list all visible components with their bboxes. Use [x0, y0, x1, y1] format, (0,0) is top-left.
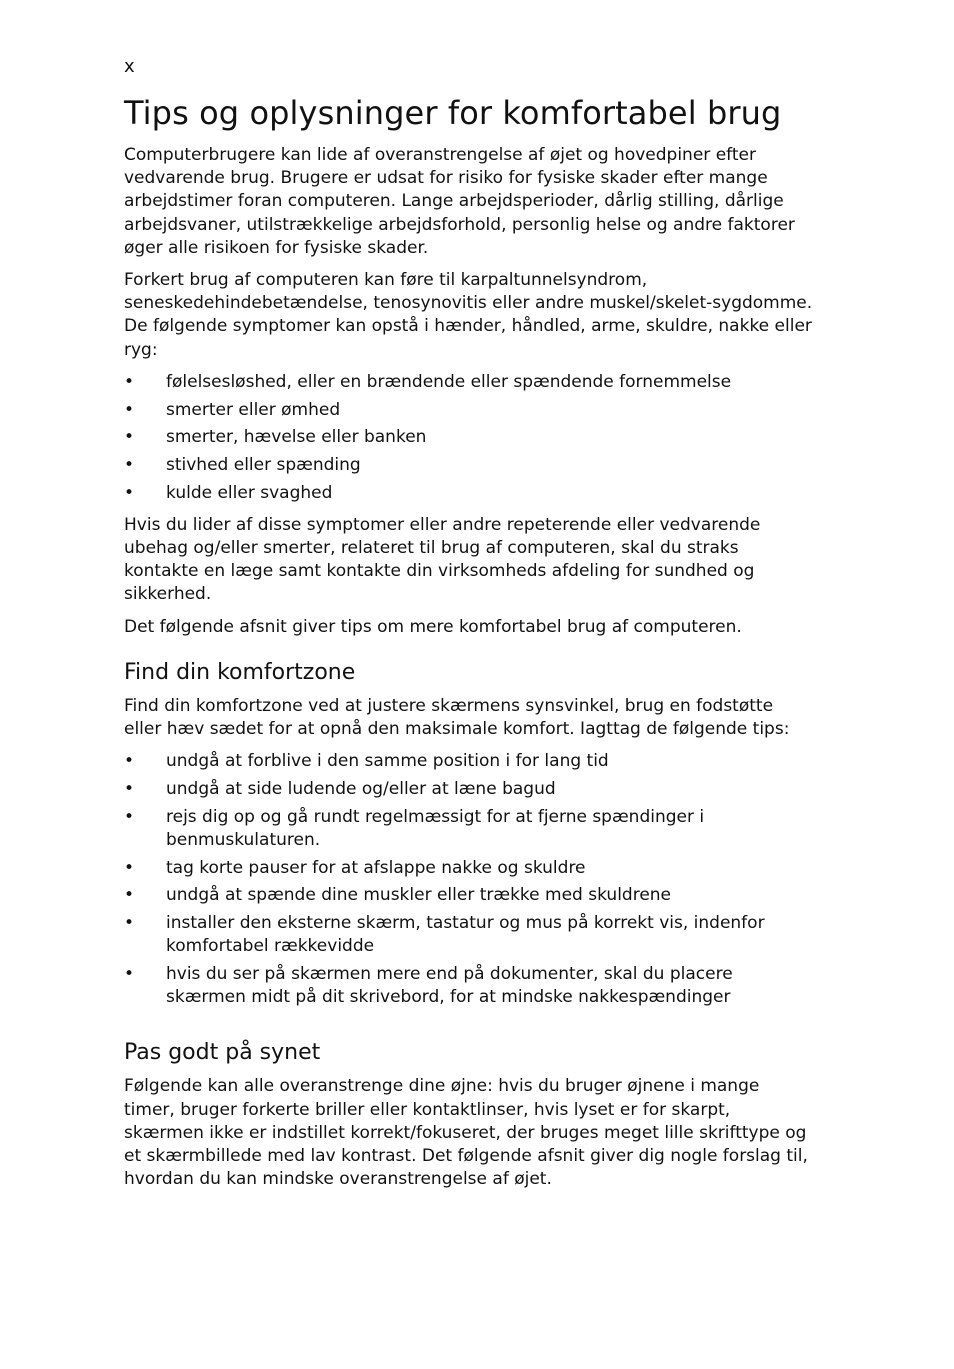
bullet-icon: • — [124, 857, 135, 878]
symptoms-list — [124, 371, 814, 505]
list-item-text: kulde eller svaghed — [166, 482, 333, 503]
list-item — [124, 454, 814, 477]
document-page — [124, 56, 814, 1200]
bullet-icon: • — [124, 427, 135, 448]
bullet-icon: • — [124, 806, 135, 827]
list-item-text: undgå at spænde dine muskler eller trække med skuldrene — [166, 885, 672, 906]
intro-paragraph-3: Hvis du lider af disse symptomer eller andre repeterende eller vedvarende ubehag og/eller smerter, relateret til brug af computeren, skal du straks kontakte en læge samt kontakte din virksomheds afdeling for sundhed og sikkerhed. — [124, 514, 761, 605]
comfort-tips-list — [124, 750, 814, 1009]
intro-paragraph-1: Computerbrugere kan lide af overanstrengelse af øjet og hovedpiner efter vedvarende brug. Brugere er udsat for risiko for fysiske skader efter mange arbejdstimer foran computeren. Lange arbejdsperioder, dårlig stilling, dårlige arbejdsvaner, utilstrækkelige arbejdsforhold, personlig helse og andre faktorer øger alle risikoen for fysiske skader. — [124, 145, 795, 258]
bullet-icon: • — [124, 371, 135, 392]
page-title: Tips og oplysninger for komfortabel brug — [124, 94, 782, 132]
list-item — [124, 884, 814, 907]
bullet-icon: • — [124, 399, 135, 420]
section-heading-eyes: Pas godt på synet — [124, 1040, 321, 1066]
list-item-text: smerter eller ømhed — [166, 399, 341, 420]
bullet-icon: • — [124, 963, 135, 984]
list-item-text: rejs dig op og gå rundt regelmæssigt for at fjerne spændinger i benmuskulaturen. — [166, 806, 705, 850]
list-item — [124, 806, 814, 852]
page-number: x — [124, 56, 135, 77]
section-heading-comfort-zone: Find din komfortzone — [124, 659, 356, 685]
list-item — [124, 778, 814, 801]
bullet-icon: • — [124, 751, 135, 772]
list-item-text: stivhed eller spænding — [166, 454, 361, 475]
list-item-text: smerter, hævelse eller banken — [166, 427, 427, 448]
list-item-text: hvis du ser på skærmen mere end på dokumenter, skal du placere skærmen midt på dit skrivebord, for at mindske nakkespændinger — [166, 963, 733, 1008]
intro-paragraph-4: Det følgende afsnit giver tips om mere komfortabel brug af computeren. — [124, 616, 742, 637]
list-item — [124, 426, 814, 449]
intro-paragraph-2: Forkert brug af computeren kan føre til karpaltunnelsyndrom, seneskedehindebetændelse, tenosynovitis eller andre muskel/skelet-sygdomme. De følgende symptomer kan opstå i hænder, håndled, arme, skuldre, nakke eller ryg: — [124, 270, 813, 360]
list-item-text: tag korte pauser for at afslappe nakke og skuldre — [166, 857, 586, 878]
bullet-icon: • — [124, 778, 135, 799]
bullet-icon: • — [124, 482, 135, 503]
list-item — [124, 750, 814, 773]
list-item — [124, 857, 814, 880]
comfort-zone-paragraph: Find din komfortzone ved at justere skærmens synsvinkel, brug en fodstøtte eller hæv sædet for at opnå den maksimale komfort. Iagttag de følgende tips: — [124, 695, 790, 740]
list-item-text: undgå at side ludende og/eller at læne bagud — [166, 778, 556, 799]
bullet-icon: • — [124, 454, 135, 475]
list-item-text: undgå at forblive i den samme position i for lang tid — [166, 751, 609, 772]
list-item-text: installer den eksterne skærm, tastatur og mus på korrekt vis, indenfor komfortabel rækkevidde — [166, 912, 765, 957]
list-item — [124, 482, 814, 505]
bullet-icon: • — [124, 912, 135, 933]
list-item-text: følelsesløshed, eller en brændende eller spændende fornemmelse — [166, 371, 732, 392]
list-item — [124, 399, 814, 422]
list-item — [124, 912, 814, 958]
list-item — [124, 371, 814, 394]
eyes-paragraph: Følgende kan alle overanstrenge dine øjne: hvis du bruger øjnene i mange timer, bruger forkerte briller eller kontaktlinser, hvis lyset er for skarpt, skærmen ikke er indstillet korrekt/fokuseret, der bruges meget lille skrifttype og et skærmbillede med lav kontrast. Det følgende afsnit giver dig nogle forslag til, hvordan du kan mindske overanstrengelse af øjet. — [124, 1076, 808, 1190]
list-item — [124, 963, 814, 1009]
bullet-icon: • — [124, 885, 135, 906]
